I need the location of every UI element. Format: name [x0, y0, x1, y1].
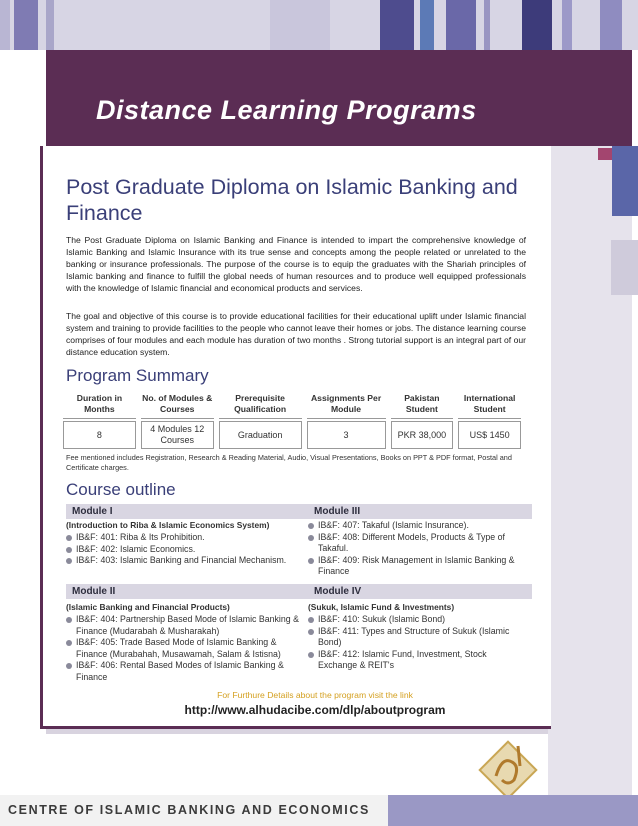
list-item — [308, 532, 528, 555]
top-stripe — [420, 0, 434, 50]
program-description: The Post Graduate Diploma on Islamic Banking and Finance is intended to impart the comprehensive knowledge of Islamic Banking and Islamic Insurance with its true sense and concepts among the people related or unrelated to the banking or insurance professionals. The purpose of the course is to equip the graduates with the Shariah principles of Islamic banking and finance to fulfill the global needs of human resources and to produce well equipped professionals with the knowledge of Islamic financial and economical products and services. — [66, 235, 526, 293]
list-item — [66, 637, 302, 660]
table-header-cell: No. of Modules & Courses — [141, 392, 214, 419]
table-header-cell: Pakistan Student — [391, 392, 454, 419]
course-label: IB&F: 401: Riba & Its Prohibition. — [76, 532, 205, 542]
table-row — [63, 421, 521, 449]
section-heading-outline: Course outline — [66, 480, 176, 499]
module-course-list — [66, 532, 298, 567]
bullet-icon — [308, 652, 314, 658]
course-label: IB&F: 405: Trade Based Mode of Islamic Banking & Finance (Murabahah, Musawamah, Salam & Istisna) — [76, 637, 281, 659]
bullet-icon — [308, 535, 314, 541]
list-item — [66, 555, 298, 567]
bullet-icon — [66, 640, 72, 646]
bullet-icon — [308, 558, 314, 564]
module-heading: Module III — [308, 504, 532, 519]
top-stripe — [46, 0, 54, 50]
program-summary-table — [58, 390, 526, 451]
footer-organization: CENTRE OF ISLAMIC BANKING AND ECONOMICS — [8, 803, 370, 817]
bullet-icon — [308, 523, 314, 529]
list-item — [308, 520, 528, 532]
top-stripe — [380, 0, 414, 50]
bullet-icon — [66, 663, 72, 669]
top-stripe — [484, 0, 490, 50]
bullet-icon — [308, 617, 314, 623]
module-heading: Module II — [66, 584, 308, 599]
table-header-cell: International Student — [458, 392, 521, 419]
table-header-cell: Assignments Per Module — [307, 392, 386, 419]
bullet-icon — [66, 535, 72, 541]
list-item — [308, 614, 528, 626]
bullet-icon — [66, 558, 72, 564]
bullet-icon — [66, 617, 72, 623]
bullet-icon — [66, 547, 72, 553]
side-accent-block — [612, 146, 638, 216]
top-stripe — [522, 0, 552, 50]
module-subtitle: (Sukuk, Islamic Fund & Investments) — [308, 602, 455, 612]
table-cell: PKR 38,000 — [391, 421, 454, 449]
list-item — [66, 660, 302, 683]
list-item — [308, 555, 528, 578]
side-accent-block — [598, 148, 612, 160]
course-label: IB&F: 403: Islamic Banking and Financial Mechanism. — [76, 555, 287, 565]
list-item — [66, 544, 298, 556]
module-subtitle: (Introduction to Riba & Islamic Economics System) — [66, 520, 270, 530]
bullet-icon — [308, 629, 314, 635]
page-title: Distance Learning Programs — [96, 95, 477, 125]
table-header-row — [63, 392, 521, 419]
program-goal: The goal and objective of this course is to provide educational facilities for their educational uplift under Islamic financial system and training to provide facilities to the people who cannot leave their homes or jobs. The distance learning course comprises of four modules and each module has duration of two months . Strong tutorial support is an integral part of our distance education system. — [66, 311, 526, 357]
course-label: IB&F: 411: Types and Structure of Sukuk (Islamic Bond) — [318, 625, 510, 647]
table-cell: 3 — [307, 421, 386, 449]
list-item — [308, 626, 528, 649]
table-header-cell: Prerequisite Qualification — [219, 392, 302, 419]
module-heading: Module I — [66, 504, 308, 519]
list-item — [308, 649, 528, 672]
more-info-text: For Furthure Details about the program visit the link — [217, 690, 413, 700]
module-course-list — [308, 614, 528, 672]
fee-note: Fee mentioned includes Registration, Research & Reading Material, Audio, Visual Presentations, Books on PPT & PDF format, Postal and Certificate charges. — [66, 453, 512, 472]
table-cell: US$ 1450 — [458, 421, 521, 449]
course-label: IB&F: 406: Rental Based Modes of Islamic Banking & Finance — [76, 660, 284, 682]
course-label: IB&F: 410: Sukuk (Islamic Bond) — [318, 614, 446, 624]
list-item — [66, 614, 302, 637]
top-stripe — [14, 0, 38, 50]
course-label: IB&F: 407: Takaful (Islamic Insurance). — [318, 520, 469, 530]
table-cell: 4 Modules 12 Courses — [141, 421, 214, 449]
course-label: IB&F: 412: Islamic Fund, Investment, Stock Exchange & REIT's — [318, 648, 487, 670]
list-item — [66, 532, 298, 544]
alhuda-logo-icon — [478, 736, 538, 796]
course-label: IB&F: 409: Risk Management in Islamic Banking & Finance — [318, 554, 515, 576]
top-stripe — [0, 0, 10, 50]
module-subtitle: (Islamic Banking and Financial Products) — [66, 602, 230, 612]
module-course-list — [308, 520, 528, 578]
top-stripe — [600, 0, 622, 50]
course-label: IB&F: 404: Partnership Based Mode of Islamic Banking & Finance (Mudarabah & Musharakah) — [76, 614, 299, 636]
program-title: Post Graduate Diploma on Islamic Banking and Finance — [66, 175, 518, 225]
course-label: IB&F: 402: Islamic Economics. — [76, 543, 196, 554]
side-accent-block — [611, 240, 638, 295]
table-cell: 8 — [63, 421, 136, 449]
top-stripe — [562, 0, 572, 50]
top-stripe — [446, 0, 476, 50]
program-link[interactable]: http://www.alhudacibe.com/dlp/aboutprogram — [184, 703, 446, 717]
module-course-list — [66, 614, 302, 683]
section-heading-summary: Program Summary — [66, 366, 209, 385]
course-label: IB&F: 408: Different Models, Products & Type of Takaful. — [318, 531, 505, 553]
table-header-cell: Duration in Months — [63, 392, 136, 419]
table-cell: Graduation — [219, 421, 302, 449]
top-stripe — [270, 0, 330, 50]
module-heading: Module IV — [308, 584, 532, 599]
